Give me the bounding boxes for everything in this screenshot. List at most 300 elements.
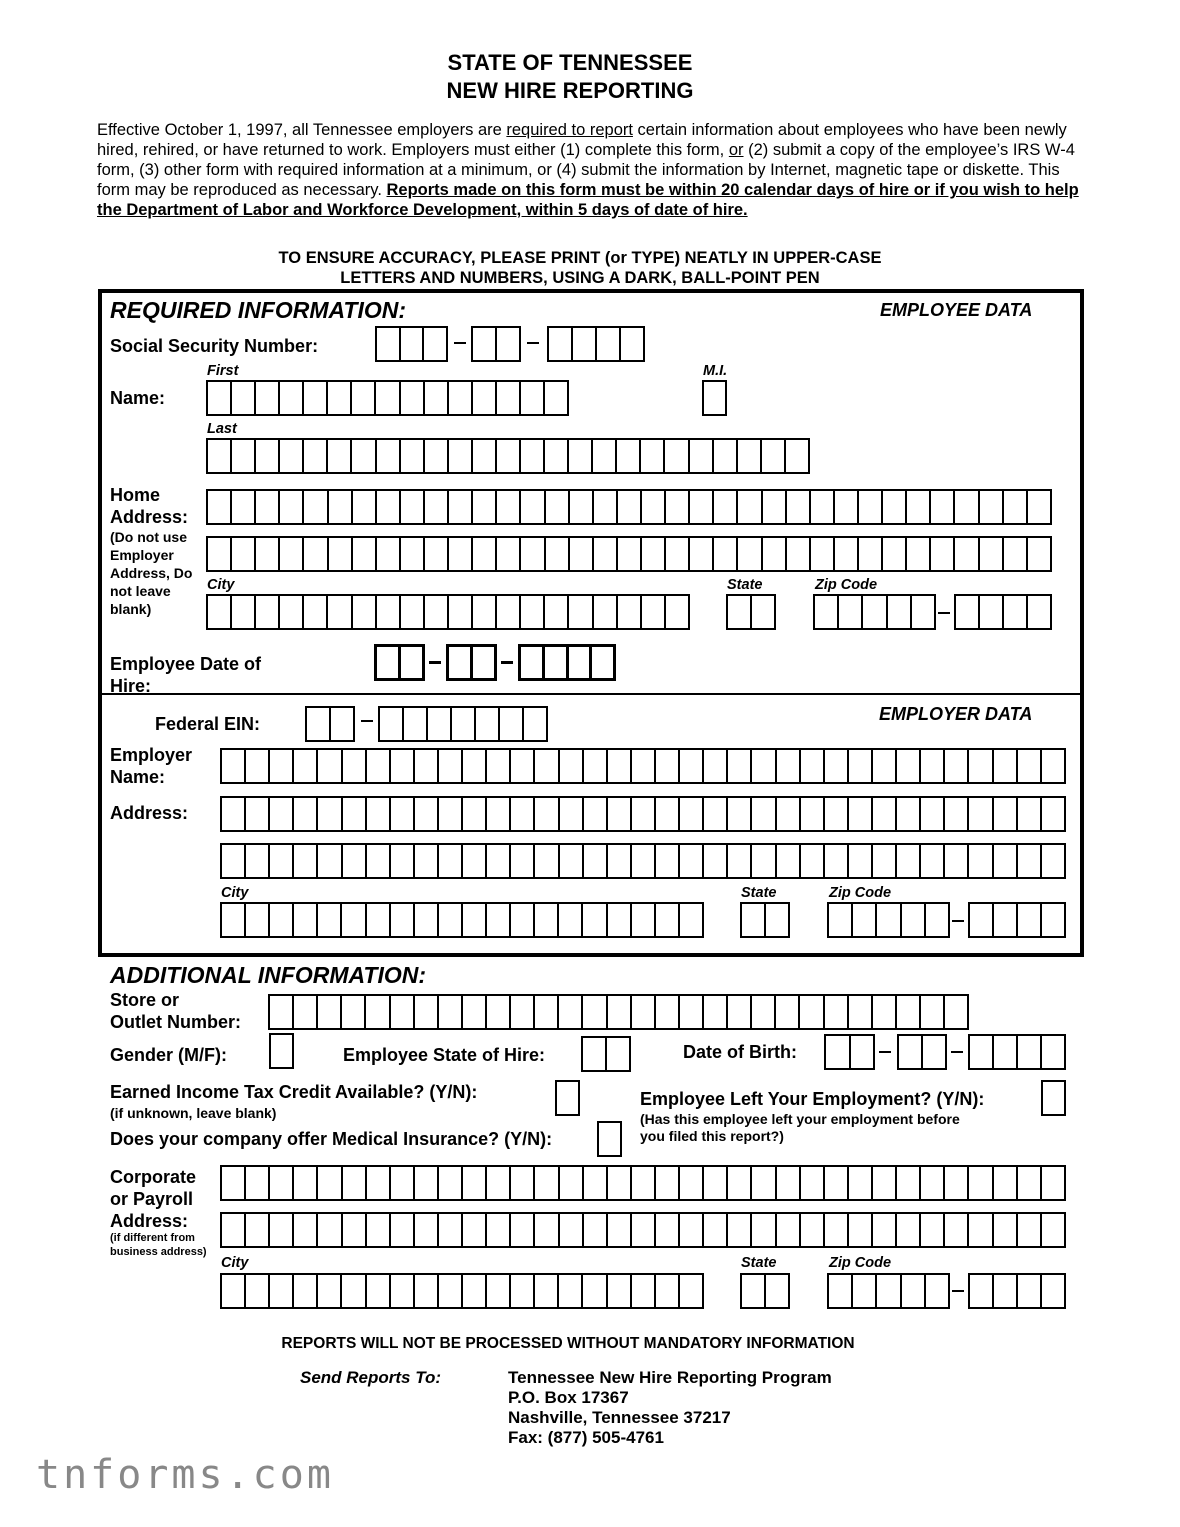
character-box[interactable] xyxy=(351,491,375,523)
character-box[interactable] xyxy=(533,1214,557,1246)
home-zip-plus4-field[interactable] xyxy=(954,594,1052,630)
employer-state-field[interactable] xyxy=(740,902,790,938)
character-box[interactable] xyxy=(557,1275,581,1307)
character-box[interactable] xyxy=(809,538,833,570)
character-box[interactable] xyxy=(437,904,461,936)
character-box[interactable] xyxy=(365,1214,389,1246)
character-box[interactable] xyxy=(606,1275,630,1307)
character-box[interactable] xyxy=(461,996,485,1028)
character-box[interactable] xyxy=(244,1167,268,1199)
hire-date-year-field[interactable] xyxy=(518,644,616,681)
employer-name-field[interactable] xyxy=(220,748,1066,784)
character-box[interactable] xyxy=(268,904,292,936)
character-box[interactable] xyxy=(871,996,895,1028)
character-box[interactable] xyxy=(437,845,461,877)
character-box[interactable] xyxy=(591,440,615,472)
character-box[interactable] xyxy=(307,708,329,740)
character-box[interactable] xyxy=(726,798,750,830)
character-box[interactable] xyxy=(919,1167,943,1199)
character-box[interactable] xyxy=(736,538,760,570)
character-box[interactable] xyxy=(678,845,702,877)
character-box[interactable] xyxy=(1040,750,1064,782)
character-box[interactable] xyxy=(302,440,326,472)
character-box[interactable] xyxy=(244,1275,268,1307)
character-box[interactable] xyxy=(316,1275,340,1307)
character-box[interactable] xyxy=(678,798,702,830)
character-box[interactable] xyxy=(302,538,326,570)
character-box[interactable] xyxy=(278,382,302,414)
character-box[interactable] xyxy=(1016,845,1040,877)
character-box[interactable] xyxy=(847,845,871,877)
character-box[interactable] xyxy=(688,538,712,570)
character-box[interactable] xyxy=(712,491,736,523)
character-box[interactable] xyxy=(471,596,495,628)
character-box[interactable] xyxy=(437,750,461,782)
character-box[interactable] xyxy=(678,1167,702,1199)
left-employment-field[interactable] xyxy=(1041,1080,1066,1116)
character-box[interactable] xyxy=(663,440,687,472)
character-box[interactable] xyxy=(784,440,808,472)
character-box[interactable] xyxy=(630,996,654,1028)
character-box[interactable] xyxy=(905,538,929,570)
character-box[interactable] xyxy=(542,647,566,678)
character-box[interactable] xyxy=(268,1275,292,1307)
character-box[interactable] xyxy=(222,1214,244,1246)
character-box[interactable] xyxy=(509,1275,533,1307)
character-box[interactable] xyxy=(399,440,423,472)
character-box[interactable] xyxy=(1002,538,1026,570)
character-box[interactable] xyxy=(919,996,943,1028)
character-box[interactable] xyxy=(271,1035,292,1067)
character-box[interactable] xyxy=(495,440,519,472)
character-box[interactable] xyxy=(495,538,519,570)
character-box[interactable] xyxy=(967,1214,991,1246)
character-box[interactable] xyxy=(413,1167,437,1199)
character-box[interactable] xyxy=(606,845,630,877)
character-box[interactable] xyxy=(521,647,542,678)
character-box[interactable] xyxy=(340,904,364,936)
character-box[interactable] xyxy=(389,845,413,877)
character-box[interactable] xyxy=(316,1167,340,1199)
character-box[interactable] xyxy=(702,845,726,877)
character-box[interactable] xyxy=(1040,845,1064,877)
character-box[interactable] xyxy=(449,647,470,678)
character-box[interactable] xyxy=(582,798,606,830)
character-box[interactable] xyxy=(992,750,1016,782)
character-box[interactable] xyxy=(736,440,760,472)
employer-zip-plus4-field[interactable] xyxy=(968,902,1066,938)
character-box[interactable] xyxy=(341,1167,365,1199)
character-box[interactable] xyxy=(377,328,399,360)
character-box[interactable] xyxy=(654,1167,678,1199)
gender-field[interactable] xyxy=(269,1033,294,1069)
character-box[interactable] xyxy=(1016,1214,1040,1246)
character-box[interactable] xyxy=(509,845,533,877)
character-box[interactable] xyxy=(402,708,426,740)
character-box[interactable] xyxy=(292,904,316,936)
character-box[interactable] xyxy=(630,1275,654,1307)
character-box[interactable] xyxy=(399,491,423,523)
character-box[interactable] xyxy=(785,491,809,523)
character-box[interactable] xyxy=(340,996,364,1028)
character-box[interactable] xyxy=(967,750,991,782)
character-box[interactable] xyxy=(461,750,485,782)
character-box[interactable] xyxy=(606,750,630,782)
character-box[interactable] xyxy=(702,1167,726,1199)
character-box[interactable] xyxy=(326,596,350,628)
character-box[interactable] xyxy=(688,440,712,472)
character-box[interactable] xyxy=(254,382,278,414)
character-box[interactable] xyxy=(871,750,895,782)
ssn-field-group[interactable] xyxy=(471,326,521,362)
character-box[interactable] xyxy=(582,750,606,782)
character-box[interactable] xyxy=(775,1167,799,1199)
character-box[interactable] xyxy=(726,845,750,877)
character-box[interactable] xyxy=(919,845,943,877)
character-box[interactable] xyxy=(208,440,230,472)
ein-number-field[interactable] xyxy=(378,706,548,742)
character-box[interactable] xyxy=(389,1275,413,1307)
character-box[interactable] xyxy=(837,596,861,628)
character-box[interactable] xyxy=(208,538,230,570)
character-box[interactable] xyxy=(327,491,351,523)
character-box[interactable] xyxy=(654,996,678,1028)
character-box[interactable] xyxy=(566,647,590,678)
character-box[interactable] xyxy=(1016,798,1040,830)
character-box[interactable] xyxy=(978,538,1002,570)
character-box[interactable] xyxy=(799,1167,823,1199)
character-box[interactable] xyxy=(582,1167,606,1199)
character-box[interactable] xyxy=(929,491,953,523)
character-box[interactable] xyxy=(1040,904,1064,936)
character-box[interactable] xyxy=(823,996,847,1028)
character-box[interactable] xyxy=(498,708,522,740)
character-box[interactable] xyxy=(375,491,399,523)
character-box[interactable] xyxy=(630,904,654,936)
last-name-field[interactable] xyxy=(206,438,810,474)
character-box[interactable] xyxy=(1016,904,1040,936)
character-box[interactable] xyxy=(365,750,389,782)
character-box[interactable] xyxy=(244,845,268,877)
character-box[interactable] xyxy=(399,328,423,360)
character-box[interactable] xyxy=(799,845,823,877)
character-box[interactable] xyxy=(522,708,546,740)
ssn-field-area[interactable] xyxy=(375,326,448,362)
character-box[interactable] xyxy=(413,798,437,830)
character-box[interactable] xyxy=(833,538,857,570)
character-box[interactable] xyxy=(775,750,799,782)
character-box[interactable] xyxy=(895,845,919,877)
character-box[interactable] xyxy=(426,708,450,740)
character-box[interactable] xyxy=(664,538,688,570)
character-box[interactable] xyxy=(678,1214,702,1246)
character-box[interactable] xyxy=(292,845,316,877)
character-box[interactable] xyxy=(881,538,905,570)
character-box[interactable] xyxy=(847,1167,871,1199)
character-box[interactable] xyxy=(871,845,895,877)
character-box[interactable] xyxy=(423,382,447,414)
character-box[interactable] xyxy=(485,904,509,936)
character-box[interactable] xyxy=(471,538,495,570)
character-box[interactable] xyxy=(910,596,934,628)
character-box[interactable] xyxy=(461,1214,485,1246)
home-address-line1-field[interactable] xyxy=(206,489,1052,525)
character-box[interactable] xyxy=(413,904,437,936)
character-box[interactable] xyxy=(375,538,399,570)
character-box[interactable] xyxy=(861,596,885,628)
character-box[interactable] xyxy=(461,845,485,877)
character-box[interactable] xyxy=(461,904,485,936)
character-box[interactable] xyxy=(375,596,399,628)
character-box[interactable] xyxy=(485,1214,509,1246)
character-box[interactable] xyxy=(375,440,399,472)
character-box[interactable] xyxy=(292,1214,316,1246)
character-box[interactable] xyxy=(900,904,924,936)
character-box[interactable] xyxy=(639,440,663,472)
character-box[interactable] xyxy=(678,904,702,936)
character-box[interactable] xyxy=(222,1167,244,1199)
character-box[interactable] xyxy=(616,596,640,628)
character-box[interactable] xyxy=(413,1214,437,1246)
character-box[interactable] xyxy=(582,845,606,877)
character-box[interactable] xyxy=(423,538,447,570)
character-box[interactable] xyxy=(364,996,388,1028)
character-box[interactable] xyxy=(630,750,654,782)
character-box[interactable] xyxy=(326,440,350,472)
character-box[interactable] xyxy=(543,440,567,472)
character-box[interactable] xyxy=(992,1036,1016,1068)
character-box[interactable] xyxy=(278,596,302,628)
store-number-field[interactable] xyxy=(268,994,969,1030)
character-box[interactable] xyxy=(640,491,664,523)
character-box[interactable] xyxy=(924,1275,948,1307)
character-box[interactable] xyxy=(1026,596,1050,628)
character-box[interactable] xyxy=(761,538,785,570)
character-box[interactable] xyxy=(581,996,605,1028)
character-box[interactable] xyxy=(726,1214,750,1246)
character-box[interactable] xyxy=(829,1275,851,1307)
character-box[interactable] xyxy=(1002,491,1026,523)
character-box[interactable] xyxy=(967,845,991,877)
hire-date-month-field[interactable] xyxy=(374,644,425,681)
character-box[interactable] xyxy=(230,538,254,570)
character-box[interactable] xyxy=(389,798,413,830)
character-box[interactable] xyxy=(461,1167,485,1199)
character-box[interactable] xyxy=(341,845,365,877)
character-box[interactable] xyxy=(341,798,365,830)
character-box[interactable] xyxy=(447,538,471,570)
character-box[interactable] xyxy=(761,491,785,523)
character-box[interactable] xyxy=(1016,1275,1040,1307)
character-box[interactable] xyxy=(581,904,605,936)
character-box[interactable] xyxy=(270,996,292,1028)
character-box[interactable] xyxy=(764,1275,788,1307)
character-box[interactable] xyxy=(413,750,437,782)
character-box[interactable] xyxy=(557,904,581,936)
character-box[interactable] xyxy=(485,750,509,782)
character-box[interactable] xyxy=(654,904,678,936)
character-box[interactable] xyxy=(380,708,402,740)
character-box[interactable] xyxy=(558,798,582,830)
character-box[interactable] xyxy=(230,440,254,472)
employer-zip-field[interactable] xyxy=(827,902,950,938)
character-box[interactable] xyxy=(222,798,244,830)
character-box[interactable] xyxy=(399,382,423,414)
character-box[interactable] xyxy=(230,596,254,628)
character-box[interactable] xyxy=(485,1167,509,1199)
character-box[interactable] xyxy=(389,904,413,936)
character-box[interactable] xyxy=(750,996,774,1028)
character-box[interactable] xyxy=(992,1214,1016,1246)
character-box[interactable] xyxy=(495,491,519,523)
character-box[interactable] xyxy=(1040,1214,1064,1246)
character-box[interactable] xyxy=(826,1036,849,1068)
character-box[interactable] xyxy=(533,904,557,936)
character-box[interactable] xyxy=(533,798,557,830)
character-box[interactable] xyxy=(592,491,616,523)
character-box[interactable] xyxy=(568,538,592,570)
ssn-field-serial[interactable] xyxy=(547,326,645,362)
hire-date-day-field[interactable] xyxy=(446,644,497,681)
character-box[interactable] xyxy=(208,382,230,414)
character-box[interactable] xyxy=(533,1167,557,1199)
employer-city-field[interactable] xyxy=(220,902,704,938)
character-box[interactable] xyxy=(437,1167,461,1199)
character-box[interactable] xyxy=(292,1167,316,1199)
character-box[interactable] xyxy=(823,1167,847,1199)
character-box[interactable] xyxy=(967,1167,991,1199)
character-box[interactable] xyxy=(208,596,230,628)
character-box[interactable] xyxy=(881,491,905,523)
character-box[interactable] xyxy=(857,538,881,570)
character-box[interactable] xyxy=(254,596,278,628)
character-box[interactable] xyxy=(485,845,509,877)
character-box[interactable] xyxy=(1016,750,1040,782)
character-box[interactable] xyxy=(581,1275,605,1307)
character-box[interactable] xyxy=(664,596,688,628)
character-box[interactable] xyxy=(316,904,340,936)
character-box[interactable] xyxy=(302,491,326,523)
character-box[interactable] xyxy=(592,596,616,628)
character-box[interactable] xyxy=(750,750,774,782)
character-box[interactable] xyxy=(875,904,899,936)
character-box[interactable] xyxy=(473,328,495,360)
character-box[interactable] xyxy=(760,440,784,472)
character-box[interactable] xyxy=(340,1275,364,1307)
character-box[interactable] xyxy=(558,845,582,877)
character-box[interactable] xyxy=(605,1038,629,1070)
character-box[interactable] xyxy=(847,996,871,1028)
character-box[interactable] xyxy=(943,1214,967,1246)
character-box[interactable] xyxy=(222,1275,244,1307)
character-box[interactable] xyxy=(341,1214,365,1246)
character-box[interactable] xyxy=(413,996,437,1028)
character-box[interactable] xyxy=(606,996,630,1028)
character-box[interactable] xyxy=(823,845,847,877)
character-box[interactable] xyxy=(829,904,851,936)
character-box[interactable] xyxy=(900,1275,924,1307)
corporate-zip-plus4-field[interactable] xyxy=(968,1273,1066,1309)
character-box[interactable] xyxy=(919,750,943,782)
employer-address-line1-field[interactable] xyxy=(220,796,1066,832)
character-box[interactable] xyxy=(921,1036,945,1068)
character-box[interactable] xyxy=(992,1275,1016,1307)
character-box[interactable] xyxy=(851,1275,875,1307)
character-box[interactable] xyxy=(809,491,833,523)
character-box[interactable] xyxy=(919,1214,943,1246)
character-box[interactable] xyxy=(350,382,374,414)
ein-prefix-field[interactable] xyxy=(305,706,355,742)
character-box[interactable] xyxy=(437,1214,461,1246)
character-box[interactable] xyxy=(447,440,471,472)
character-box[interactable] xyxy=(351,596,375,628)
character-box[interactable] xyxy=(992,1167,1016,1199)
character-box[interactable] xyxy=(654,845,678,877)
medical-insurance-field[interactable] xyxy=(597,1121,622,1157)
character-box[interactable] xyxy=(970,1036,992,1068)
home-zip-field[interactable] xyxy=(813,594,936,630)
character-box[interactable] xyxy=(447,491,471,523)
character-box[interactable] xyxy=(437,996,461,1028)
character-box[interactable] xyxy=(544,491,568,523)
character-box[interactable] xyxy=(750,845,774,877)
character-box[interactable] xyxy=(895,996,919,1028)
character-box[interactable] xyxy=(413,1275,437,1307)
character-box[interactable] xyxy=(557,996,581,1028)
character-box[interactable] xyxy=(292,1275,316,1307)
corporate-city-field[interactable] xyxy=(220,1273,704,1309)
character-box[interactable] xyxy=(509,1167,533,1199)
character-box[interactable] xyxy=(351,538,375,570)
character-box[interactable] xyxy=(851,904,875,936)
character-box[interactable] xyxy=(606,798,630,830)
character-box[interactable] xyxy=(871,1214,895,1246)
character-box[interactable] xyxy=(509,904,533,936)
character-box[interactable] xyxy=(222,750,244,782)
character-box[interactable] xyxy=(785,538,809,570)
character-box[interactable] xyxy=(875,1275,899,1307)
character-box[interactable] xyxy=(895,798,919,830)
character-box[interactable] xyxy=(341,750,365,782)
character-box[interactable] xyxy=(326,382,350,414)
character-box[interactable] xyxy=(630,845,654,877)
character-box[interactable] xyxy=(244,904,268,936)
character-box[interactable] xyxy=(329,708,353,740)
character-box[interactable] xyxy=(956,596,978,628)
character-box[interactable] xyxy=(849,1036,874,1068)
character-box[interactable] xyxy=(423,596,447,628)
character-box[interactable] xyxy=(582,1214,606,1246)
character-box[interactable] xyxy=(599,1123,620,1155)
character-box[interactable] xyxy=(798,996,822,1028)
character-box[interactable] xyxy=(1040,798,1064,830)
character-box[interactable] xyxy=(750,596,774,628)
character-box[interactable] xyxy=(447,596,471,628)
character-box[interactable] xyxy=(978,596,1002,628)
character-box[interactable] xyxy=(471,491,495,523)
character-box[interactable] xyxy=(905,491,929,523)
character-box[interactable] xyxy=(833,491,857,523)
character-box[interactable] xyxy=(519,538,543,570)
character-box[interactable] xyxy=(895,750,919,782)
character-box[interactable] xyxy=(399,596,423,628)
character-box[interactable] xyxy=(389,1214,413,1246)
character-box[interactable] xyxy=(519,491,543,523)
character-box[interactable] xyxy=(509,798,533,830)
character-box[interactable] xyxy=(1002,596,1026,628)
character-box[interactable] xyxy=(568,491,592,523)
character-box[interactable] xyxy=(712,538,736,570)
